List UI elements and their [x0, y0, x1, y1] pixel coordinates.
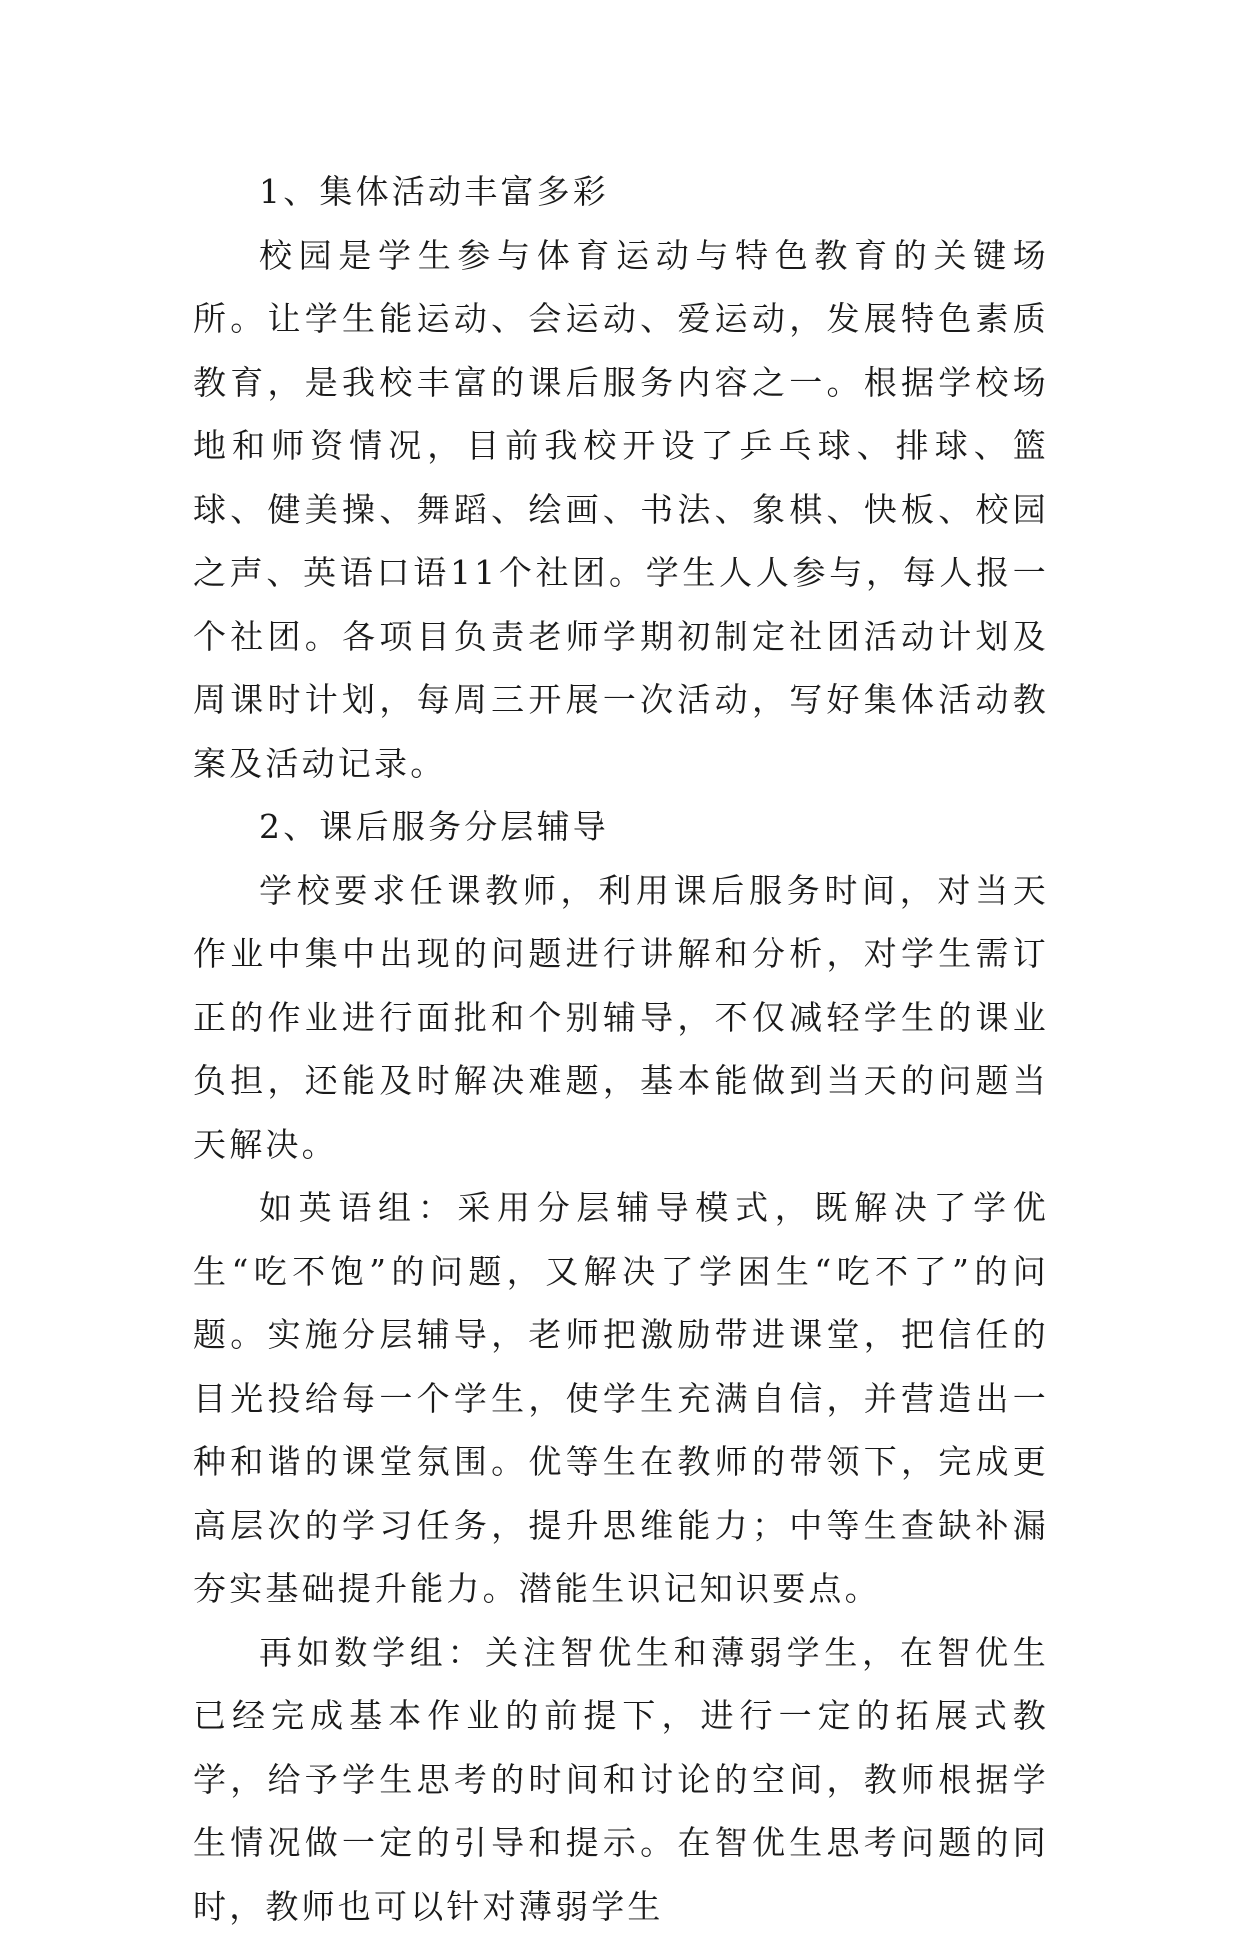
paragraph-english-group: 如英语组：采用分层辅导模式，既解决了学优生“吃不饱”的问题，又解决了学困生“吃不了”的问题。实施分层辅导，老师把激励带进课堂，把信任的目光投给每一个学生，使学生充满自信，并营造出一种和谐的课堂氛围。优等生在教师的带领下，完成更高层次的学习任务，提升思维能力；中等生查缺补漏夯实基础提升能力。潜能生识记知识要点。	[193, 1176, 1049, 1621]
paragraph-math-group: 再如数学组：关注智优生和薄弱学生，在智优生已经完成基本作业的前提下，进行一定的拓展式教学，给予学生思考的时间和讨论的空间，教师根据学生情况做一定的引导和提示。在智优生思考问题的同时，教师也可以针对薄弱学生	[193, 1621, 1049, 1938]
document-body	[193, 160, 1049, 1938]
heading-collective-activities: 1、集体活动丰富多彩	[193, 160, 1049, 224]
paragraph-homework-tutoring: 学校要求任课教师，利用课后服务时间，对当天作业中集中出现的问题进行讲解和分析，对学生需订正的作业进行面批和个别辅导，不仅减轻学生的课业负担，还能及时解决难题，基本能做到当天的问题当天解决。	[193, 859, 1049, 1177]
paragraph-clubs: 校园是学生参与体育运动与特色教育的关键场所。让学生能运动、会运动、爱运动，发展特色素质教育，是我校丰富的课后服务内容之一。根据学校场地和师资情况，目前我校开设了乒乓球、排球、篮球、健美操、舞蹈、绘画、书法、象棋、快板、校园之声、英语口语11个社团。学生人人参与，每人报一个社团。各项目负责老师学期初制定社团活动计划及周课时计划，每周三开展一次活动，写好集体活动教案及活动记录。	[193, 224, 1049, 796]
heading-tiered-tutoring: 2、课后服务分层辅导	[193, 795, 1049, 859]
